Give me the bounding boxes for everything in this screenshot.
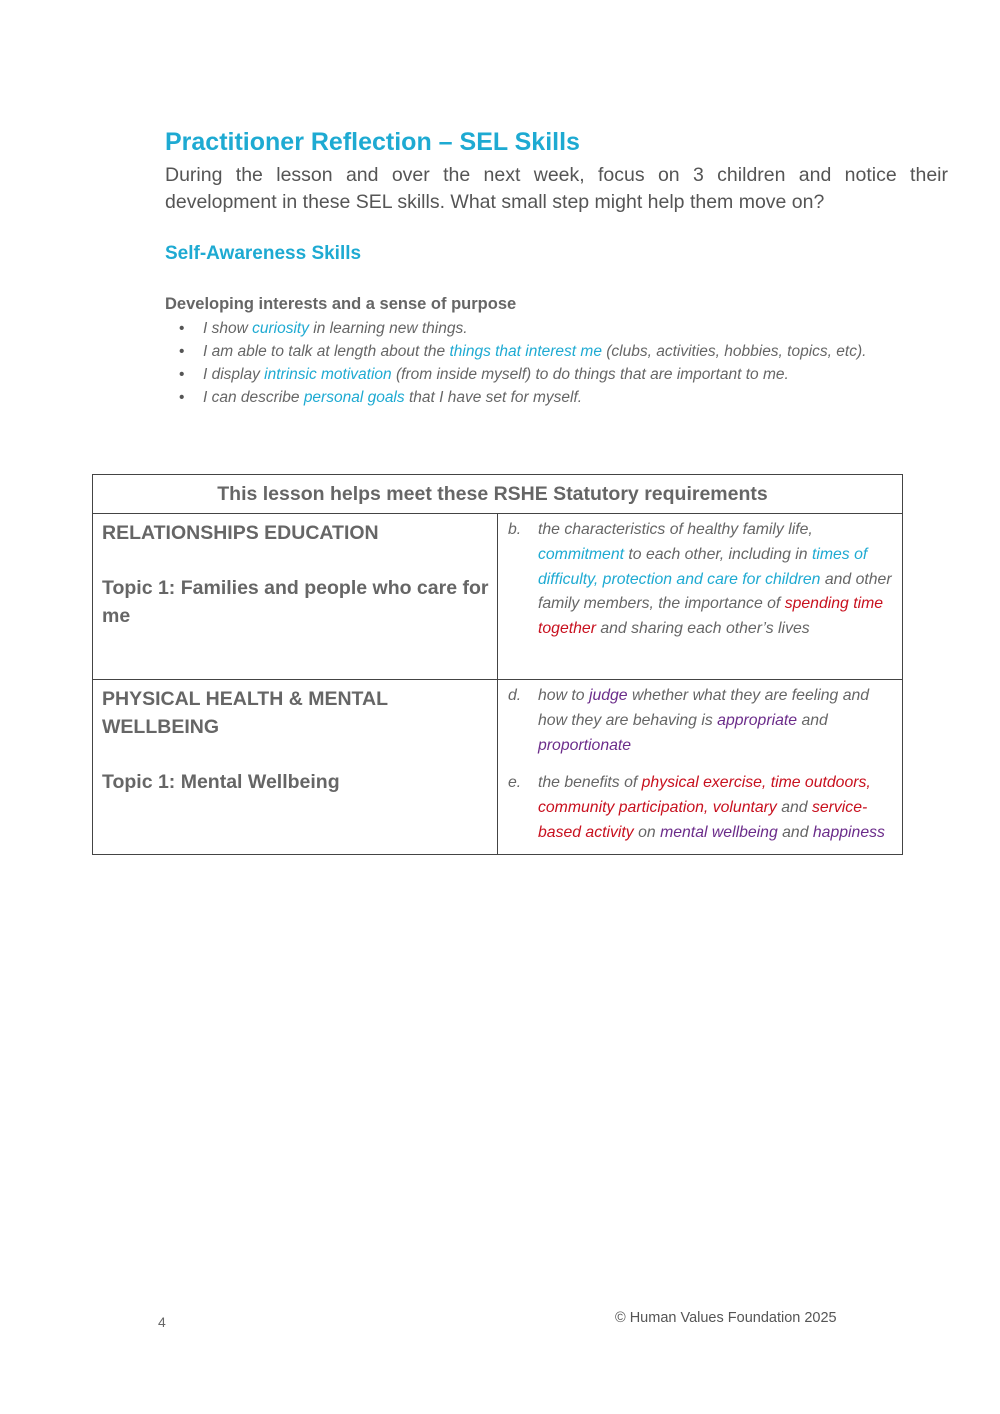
requirement-letter: d. — [508, 687, 522, 704]
bullet-text: (from inside myself) to do things that are important to me. — [391, 366, 789, 383]
bullet-text: I can describe — [203, 389, 304, 406]
bullet-icon: • — [179, 343, 185, 360]
requirement-highlight: happiness — [812, 823, 885, 841]
requirement-segment: and sharing each other’s lives — [595, 620, 810, 638]
requirement-text — [538, 518, 892, 642]
bullet-text: in learning new things. — [308, 320, 468, 337]
table-row — [93, 680, 903, 855]
requirement-highlight: spending time together — [538, 595, 884, 638]
area-label: RELATIONSHIPS EDUCATION — [102, 522, 379, 544]
bullet-text: that I have set for myself. — [404, 389, 583, 406]
page-title: Practitioner Reflection – SEL Skills — [165, 128, 580, 156]
bullet-icon: • — [179, 366, 185, 383]
bullet-highlight: things that interest me — [449, 343, 602, 360]
requirement-text — [538, 684, 892, 758]
requirement-highlight: physical exercise, time outdoors, community participation, voluntary — [538, 774, 871, 817]
requirement-highlight: service-based activity — [538, 799, 868, 841]
bullet-text: I show — [203, 320, 253, 337]
requirement-segment: and — [776, 799, 812, 817]
requirement-segment: whether what they are feeling and how they are behaving is — [538, 687, 870, 729]
requirement-highlight: judge — [588, 687, 628, 704]
intro-paragraph: During the lesson and over the next week, focus on 3 children and notice their development in these SEL skills. What small step might help them move on? — [165, 164, 948, 213]
bullet-item — [165, 317, 965, 340]
requirement-segment: and other family members, the importance of — [538, 570, 892, 613]
bullet-icon: • — [179, 320, 185, 337]
bullet-text: I display — [203, 366, 265, 383]
requirement-segment: on — [633, 823, 661, 841]
requirement-highlight: times of difficulty, protection and care for children — [538, 545, 868, 588]
bullet-item — [165, 363, 965, 386]
copyright-notice: © Human Values Foundation 2025 — [615, 1310, 837, 1326]
sub-title: Developing interests and a sense of purpose — [165, 295, 517, 313]
bullet-text: I am able to talk at length about the — [203, 343, 450, 360]
requirement-highlight: proportionate — [538, 736, 632, 754]
table-header: This lesson helps meet these RSHE Statutory requirements — [93, 475, 903, 514]
section-title: Self-Awareness Skills — [165, 243, 362, 264]
requirement-letter: b. — [508, 521, 522, 538]
topic-label: Topic 1: Families and people who care for me — [102, 577, 489, 627]
requirement-segment: how to — [538, 687, 589, 704]
requirement-segment: the benefits of — [538, 774, 642, 792]
bullet-item — [165, 340, 965, 363]
area-cell — [93, 680, 498, 855]
requirements-cell — [498, 680, 903, 855]
skills-bullet-list — [165, 317, 965, 409]
requirement-highlight: mental wellbeing — [660, 823, 778, 841]
requirement-segment: the characteristics of healthy family life, — [538, 521, 813, 538]
bullet-text: (clubs, activities, hobbies, topics, etc). — [601, 343, 867, 360]
requirement-item — [508, 518, 892, 642]
requirement-segment: and — [797, 711, 828, 729]
area-label: PHYSICAL HEALTH & MENTAL WELLBEING — [102, 688, 388, 738]
rshe-requirements-table — [92, 474, 903, 855]
requirement-item — [508, 684, 892, 758]
area-cell — [93, 514, 498, 680]
topic-label: Topic 1: Mental Wellbeing — [102, 770, 340, 793]
requirement-segment: and — [777, 823, 813, 841]
requirement-letter: e. — [508, 774, 522, 792]
page-number: 4 — [158, 1314, 166, 1330]
bullet-highlight: curiosity — [252, 320, 309, 337]
bullet-item — [165, 386, 965, 409]
requirement-highlight: appropriate — [717, 711, 798, 729]
requirement-item — [508, 771, 892, 845]
requirement-segment: to each other, including in — [624, 545, 812, 563]
bullet-highlight: personal goals — [303, 389, 405, 406]
requirement-highlight: commitment — [538, 545, 625, 563]
requirement-text — [538, 771, 892, 845]
bullet-highlight: intrinsic motivation — [264, 366, 392, 383]
table-row — [93, 514, 903, 680]
requirements-cell — [498, 514, 903, 680]
bullet-icon: • — [179, 389, 185, 406]
